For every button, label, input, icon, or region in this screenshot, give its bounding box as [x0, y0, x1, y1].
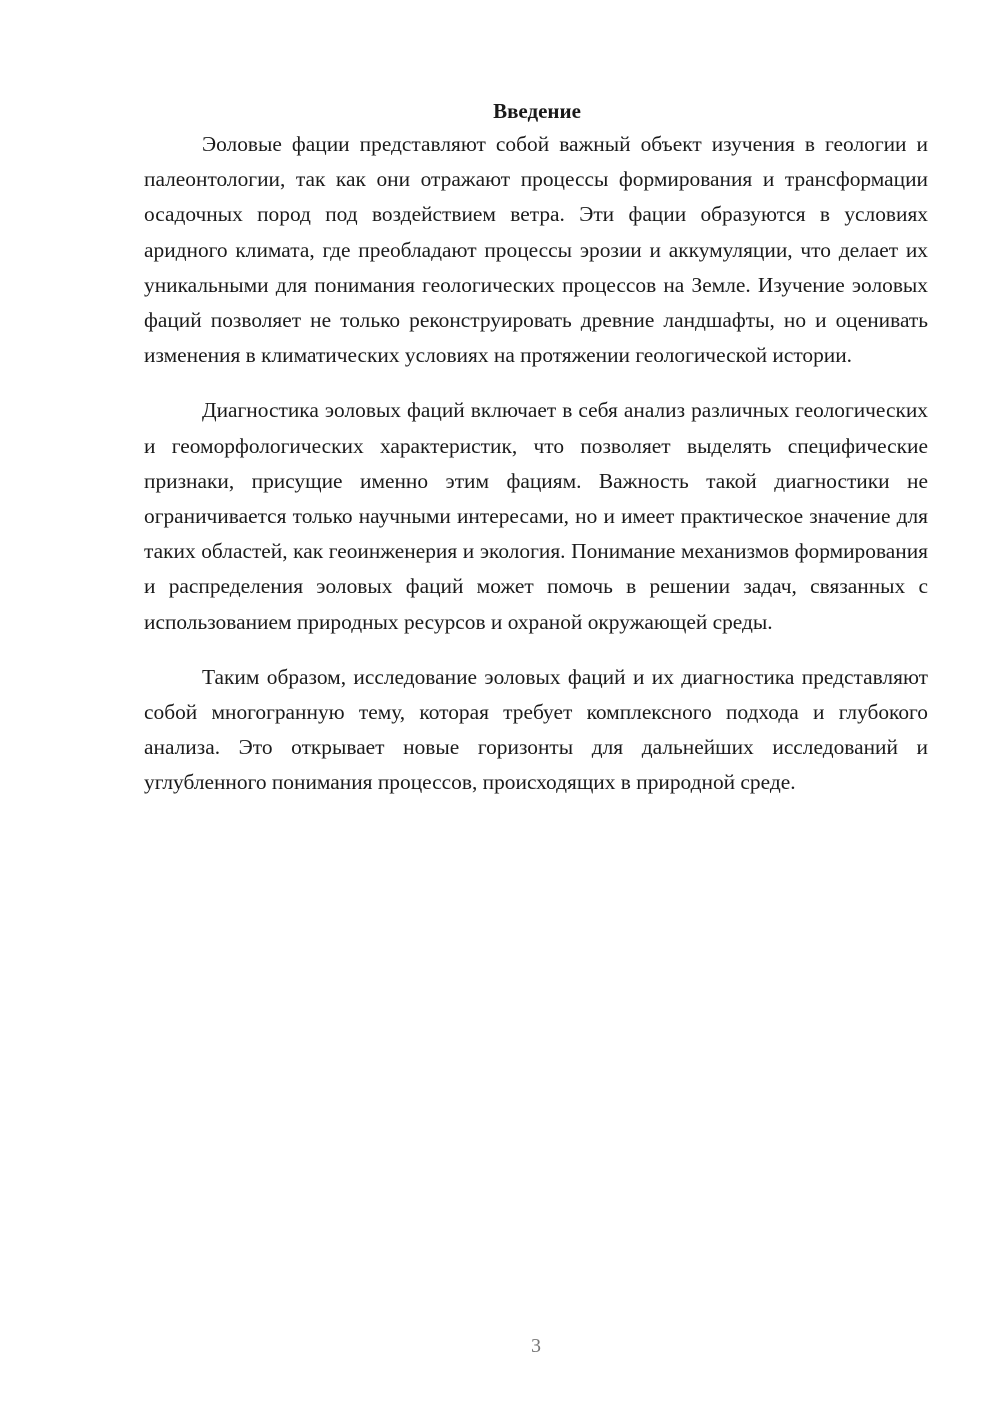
paragraph-3: Таким образом, исследование эоловых фаций и их диагностика представляют собой многогранную тему, которая требует комплексного подхода и глубокого анализа. Это открывает новые горизонты для дальнейших исследований и углубленного понимания процессов, происходящих в природной среде.	[144, 664, 928, 795]
section-title: Введение	[493, 99, 581, 123]
page-number: 3	[531, 1335, 541, 1357]
paragraph-1: Эоловые фации представляют собой важный объект изучения в геологии и палеонтологии, так как они отражают процессы формирования и трансформации осадочных пород под воздействием ветра. Эти фации образуются в условиях аридного климата, где преобладают процессы эрозии и аккумуляции, что делает их уникальными для понимания геологических процессов на Земле. Изучение эоловых фаций позволяет не только реконструировать древние ландшафты, но и оценивать изменения в климатических условиях на протяжении геологической истории.	[144, 132, 928, 368]
paragraph-2: Диагностика эоловых фаций включает в себя анализ различных геологических и геоморфологических характеристик, что позволяет выделять специфические признаки, присущие именно этим фациям. Важность такой диагностики не ограничивается только научными интересами, но и имеет практическое значение для таких областей, как геоинженерия и экология. Понимание механизмов формирования и распределения эоловых фаций может помочь в решении задач, связанных с использованием природных ресурсов и охраной окружающей среды.	[144, 398, 928, 634]
page-content	[144, 95, 928, 821]
